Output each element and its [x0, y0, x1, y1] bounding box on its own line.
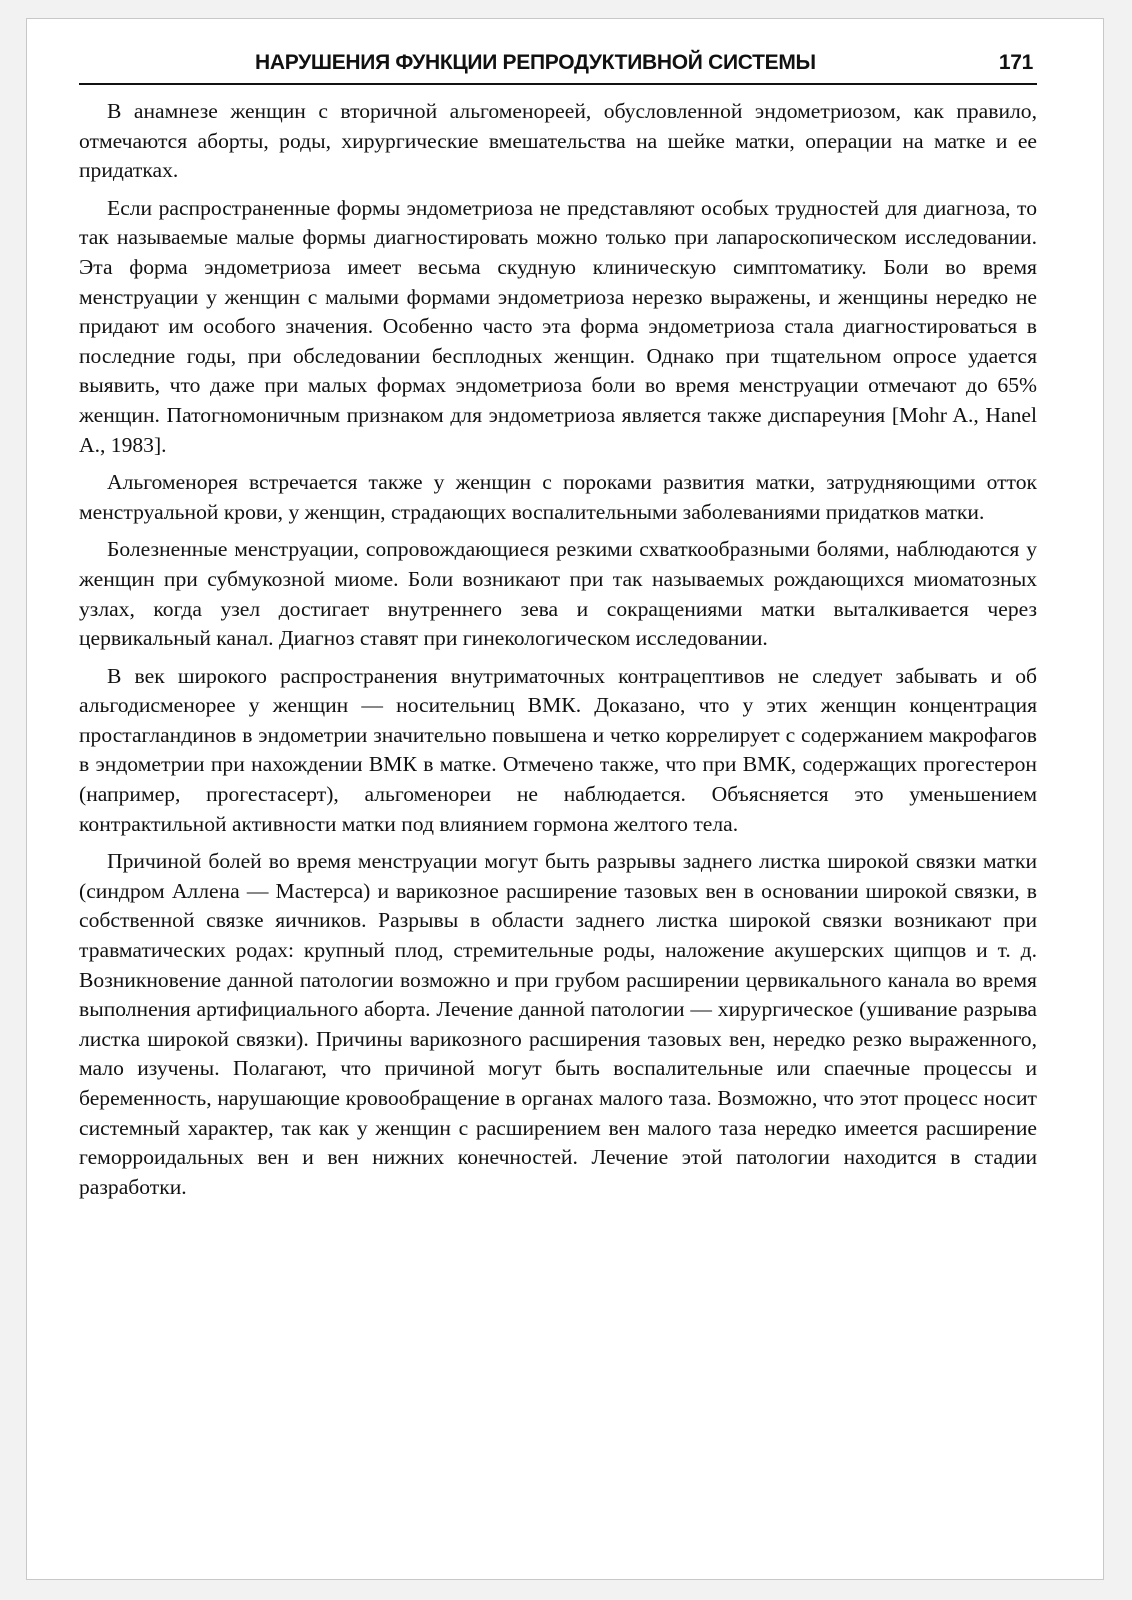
body-text [79, 97, 1037, 1210]
paragraph: В век широкого распространения внутриматочных контрацептивов не следует забывать и об альгодисменорее у женщин — носительниц ВМК. Доказано, что у этих женщин концентрация простагландинов в эндометрии значительно повышена и четко коррелирует с содержанием макрофагов в эндометрии при нахождении ВМК в матке. Отмечено также, что при ВМК, содержащих прогестерон (например, прогестасерт), альгоменореи не наблюдается. Объясняется это уменьшением контрактильной активности матки под влиянием гормона желтого тела. [79, 663, 1037, 836]
paragraph: Болезненные менструации, сопровождающиеся резкими схваткообразными болями, наблюдаются у женщин при субмукозной миоме. Боли возникают при так называемых рождающихся миоматозных узлах, когда узел достигает внутреннего зева и сокращениями матки выталкивается через цервикальный канал. Диагноз ставят при гинекологическом исследовании. [79, 537, 1037, 651]
page-number: 171 [998, 51, 1033, 74]
book-page [26, 18, 1104, 1580]
paragraph: Если распространенные формы эндометриоза не представляют особых трудностей для диагноза, то так называемые малые формы диагностировать можно только при лапароскопическом исследовании. Эта форма эндометриоза имеет весьма скудную клиническую симптоматику. Боли во время менструации у женщин с малыми формами эндометриоза нерезко выражены, и женщины нередко не придают им особого значения. Особенно часто эта форма эндометриоза стала диагностироваться в последние годы, при обследовании бесплодных женщин. Однако при тщательном опросе удается выявить, что даже при малых формах эндометриоза боли во время менструации отмечают до 65% женщин. Патогномоничным признаком для эндометриоза является также диспареуния [Mohr A., Hanel A., 1983]. [79, 195, 1037, 457]
running-head-title: НАРУШЕНИЯ ФУНКЦИИ РЕПРОДУКТИВНОЙ СИСТЕМЫ [255, 51, 816, 74]
paragraph: В анамнезе женщин с вторичной альгоменореей, обусловленной эндометриозом, как правило, отмечаются аборты, роды, хирургические вмешательства на шейке матки, операции на матке и ее придатках. [79, 99, 1037, 183]
paragraph: Причиной болей во время менструации могут быть разрывы заднего листка широкой связки матки (синдром Аллена — Мастерса) и варикозное расширение тазовых вен в основании широкой связки, в собственной связке яичников. Разрывы в области заднего листка широкой связки возникают при травматических родах: крупный плод, стремительные роды, наложение акушерских щипцов и т. д. Возникновение данной патологии возможно и при грубом расширении цервикального канала во время выполнения артифициального аборта. Лечение данной патологии — хирургическое (ушивание разрыва листка широкой связки). Причины варикозного расширения тазовых вен, нередко резко выраженного, мало изучены. Полагают, что причиной могут быть воспалительные или спаечные процессы и беременность, нарушающие кровообращение в органах малого таза. Возможно, что этот процесс носит системный характер, так как у женщин с расширением вен малого таза нередко имеется расширение геморроидальных вен и вен нижних конечностей. Лечение этой патологии находится в стадии разработки. [79, 849, 1037, 1199]
running-head [79, 47, 1037, 85]
paragraph: Альгоменорея встречается также у женщин с пороками развития матки, затрудняющими отток менструальной крови, у женщин, страдающих воспалительными заболеваниями придатков матки. [79, 470, 1037, 524]
